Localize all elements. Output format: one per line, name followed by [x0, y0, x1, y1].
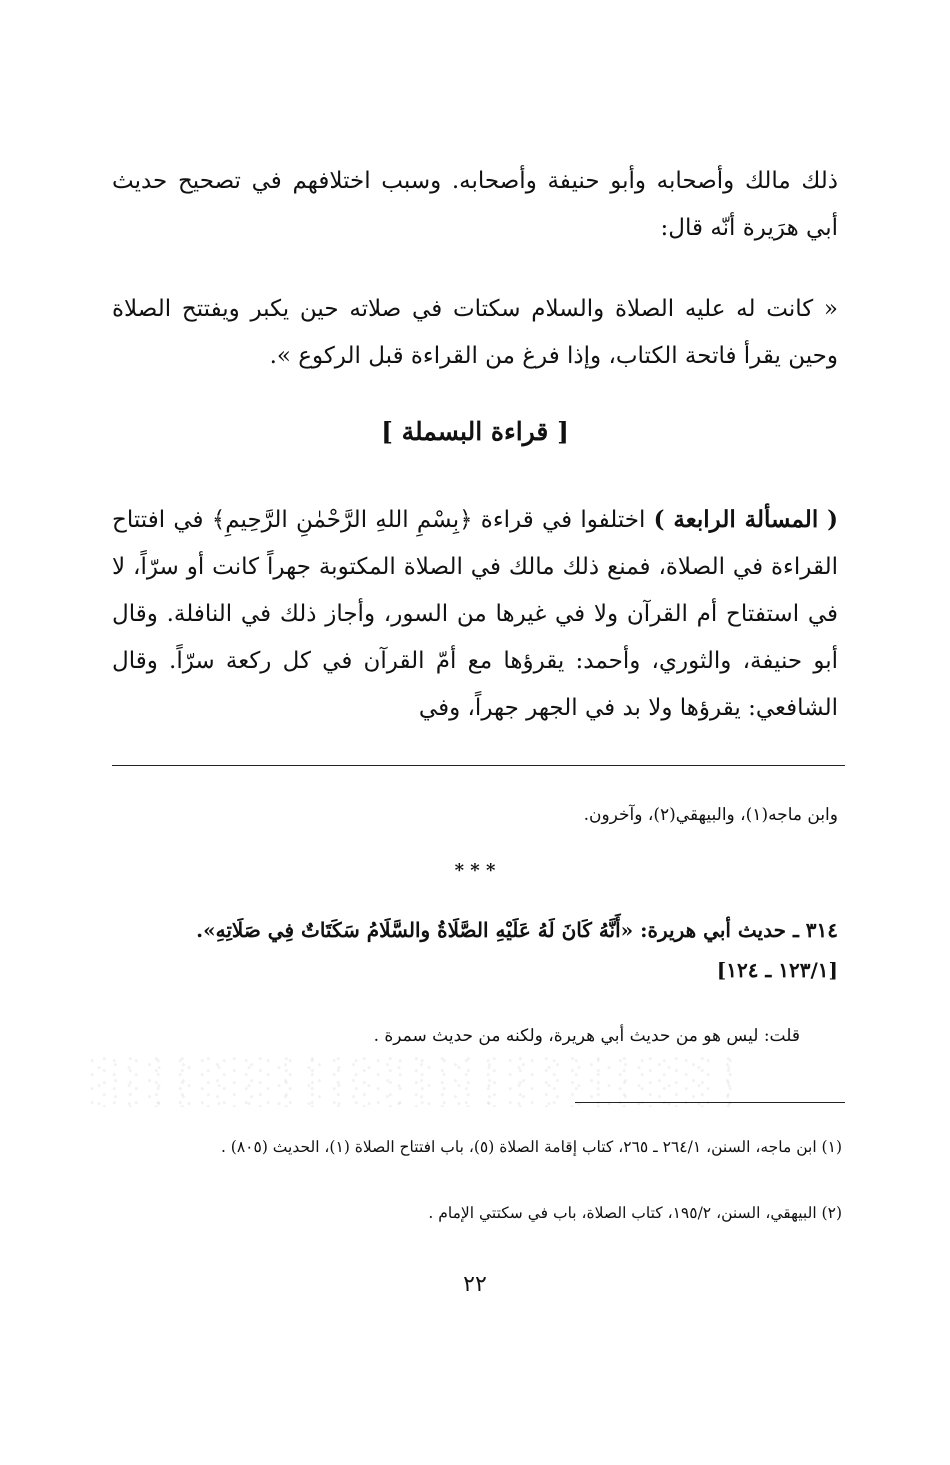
footnote-text: (١) ابن ماجه، السنن، ٢٦٤/١ ـ ٢٦٥، كتاب إقامة الصلاة (٥)، باب افتتاح الصلاة (١)، الحديث (٨٠٥) .	[220, 1138, 842, 1156]
issue-label: ( المسألة الرابعة )	[653, 506, 839, 533]
footnote-text: (٢) البيهقي، السنن، ١٩٥/٢، كتاب الصلاة، باب في سكتتي الإمام .	[428, 1204, 842, 1222]
main-paragraph-1	[112, 158, 838, 252]
bleed-through-marks	[90, 1055, 750, 1107]
commentary-text: وابن ماجه(١)، والبيهقي(٢)، وآخرون.	[583, 805, 838, 825]
paragraph-text: اختلفوا في قراءة ﴿بِسْمِ اللهِ الرَّحْمٰنِ الرَّحِيمِ﴾ في افتتاح القراءة في الصلاة، فمنع ذلك مالك في الصلاة المكتوبة جهراً كانت أو سرّاً، لا في استفتاح أم القرآن ولا في غيرها من السور، وأجاز ذلك في النافلة. وقال أبو حنيفة، والثوري، وأحمد: يقرؤها مع أمّ القرآن في كل ركعة سرّاً. وقال الشافعي: يقرؤها ولا بد في الجهر جهراً، وفي	[112, 507, 838, 721]
commentary-continuation	[112, 797, 838, 833]
footnote-rule	[575, 1102, 845, 1103]
footnote-1	[112, 1130, 842, 1164]
section-heading-text: [ قراءة البسملة ]	[381, 417, 569, 446]
main-paragraph-2	[112, 286, 838, 380]
hadith-entry	[112, 910, 838, 990]
page-number	[112, 1268, 838, 1302]
commentary-note	[112, 1018, 838, 1054]
separator-text: * * *	[454, 860, 496, 881]
separator-stars	[112, 856, 838, 886]
page-number-text: ٢٢	[463, 1272, 487, 1297]
hadith-reference: [١٢٣/١ ـ ١٢٤]	[716, 958, 838, 982]
paragraph-text: ذلك مالك وأصحابه وأبو حنيفة وأصحابه. وسبب اختلافهم في تصحيح حديث أبي هرَيرة أنّه قال:	[112, 168, 838, 241]
section-heading	[112, 410, 838, 454]
hadith-title: ٣١٤ ـ حديث أبي هريرة: «أَنَّهُ كَانَ لَهُ عَلَيْهِ الصَّلَاةُ والسَّلَامُ سَكَتَاتٌ فِي صَلَاتِهِ».	[196, 918, 838, 942]
paragraph-text: « كانت له عليه الصلاة والسلام سكتات في صلاته حين يكبر ويفتتح الصلاة وحين يقرأ فاتحة الكتاب، وإذا فرغ من القراءة قبل الركوع ».	[112, 296, 838, 369]
note-text: قلت: ليس هو من حديث أبي هريرة، ولكنه من حديث سمرة .	[373, 1026, 800, 1046]
footnote-2	[112, 1196, 842, 1230]
section-rule	[112, 765, 845, 766]
main-paragraph-3	[112, 496, 838, 732]
